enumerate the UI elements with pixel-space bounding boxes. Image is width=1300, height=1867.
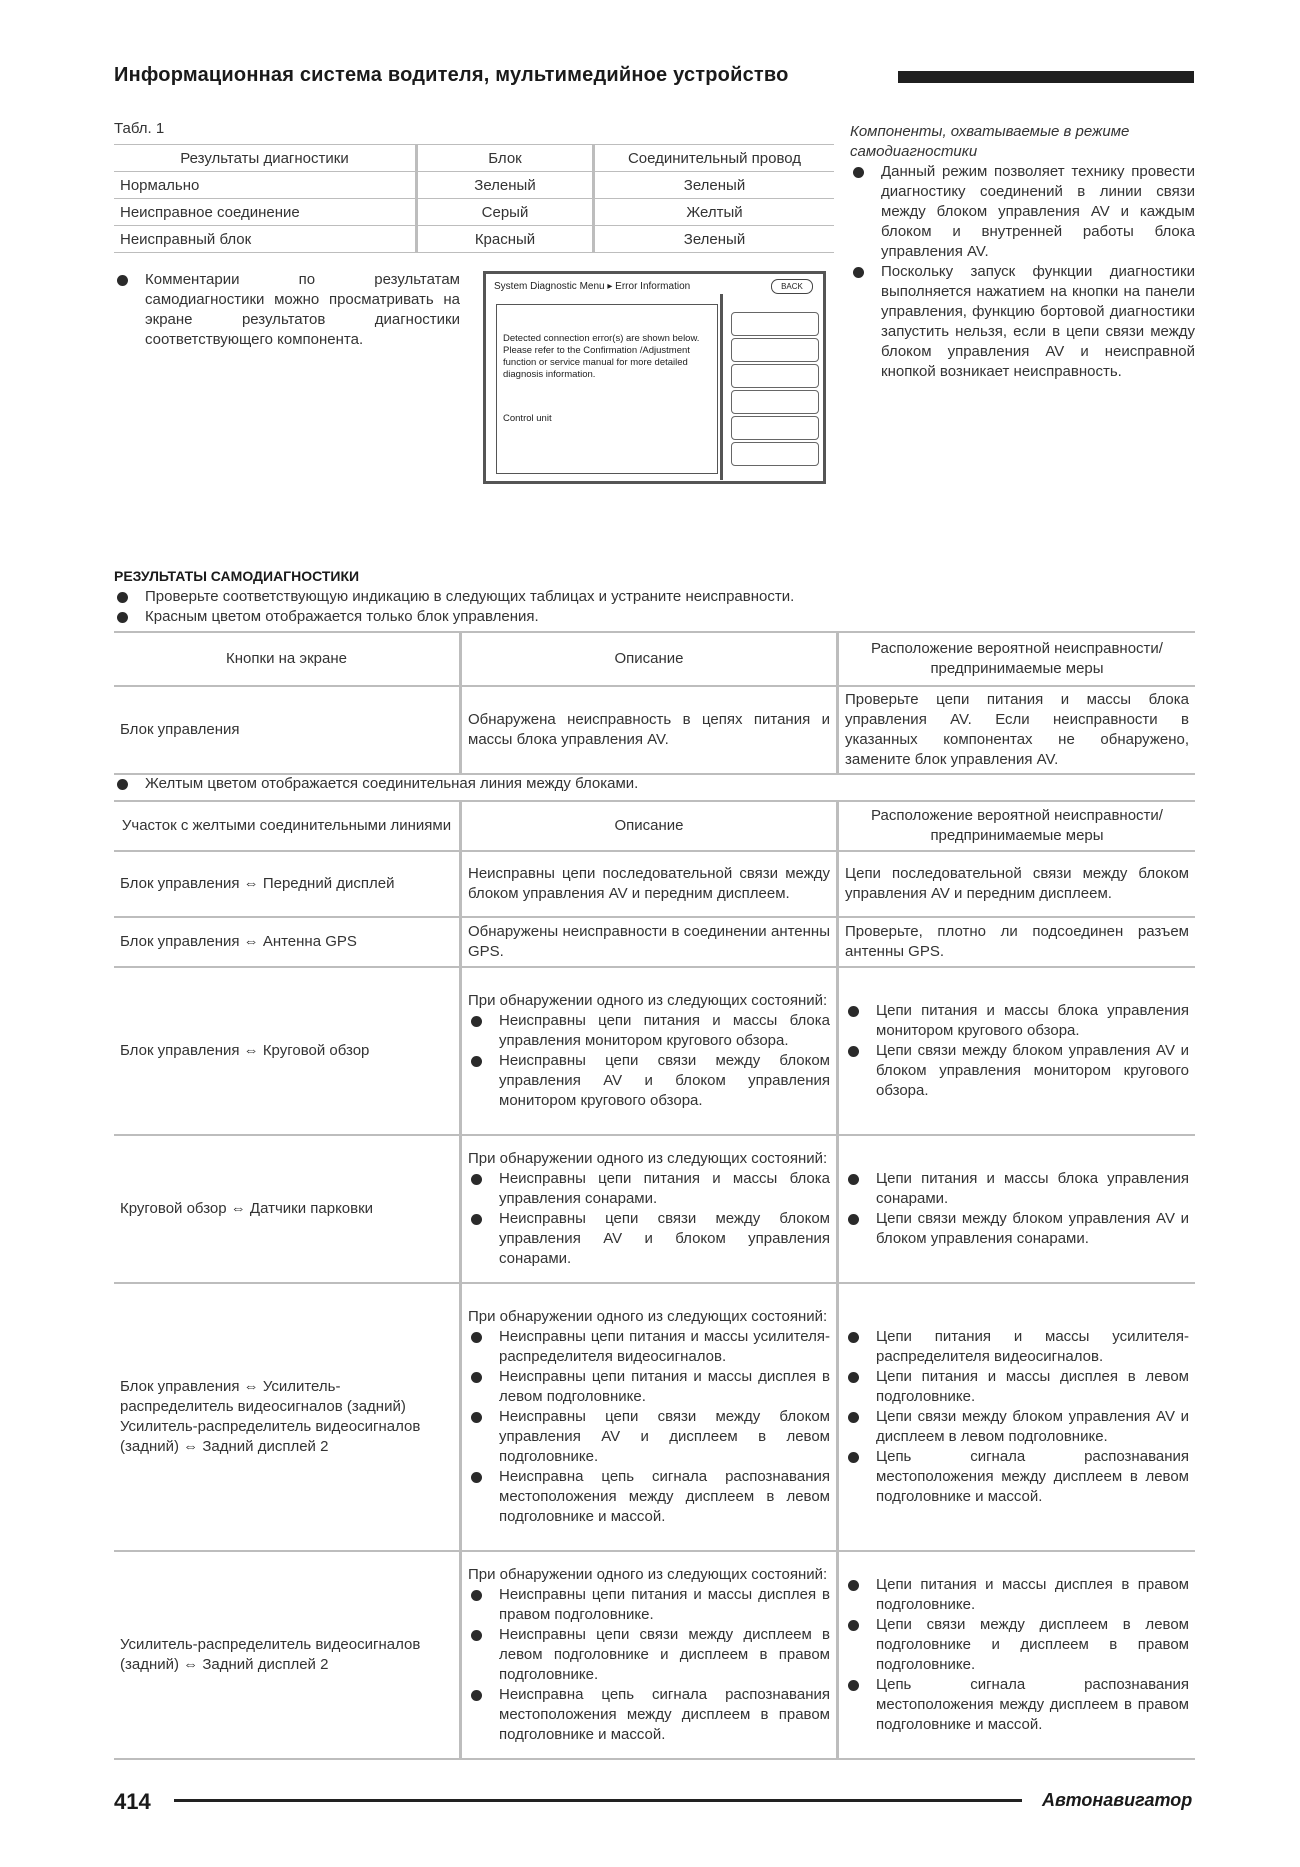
table-row [114, 801, 1195, 851]
table-cell [838, 1135, 1196, 1283]
screen-slot [731, 416, 819, 440]
table-cell: Блок управления ⇔ Передний дисплей [114, 851, 461, 917]
list-item: Неисправны цепи питания и массы усилителя-распределителя видеосигналов. [468, 1327, 830, 1367]
list-item: Неисправны цепи связи между дисплеем в левом подголовнике и дисплеем в правом подголовнике. [468, 1625, 830, 1685]
table-cell: Красный [417, 226, 594, 253]
table-header: Результаты диагностики [114, 145, 417, 172]
table-header: Расположение вероятной неисправности/предпринимаемые меры [838, 632, 1196, 686]
table-cell [838, 967, 1196, 1135]
screen-side-panel [720, 294, 823, 480]
yellow-note-list [114, 774, 1194, 794]
table-cell: Блок управления ⇔ Антенна GPS [114, 917, 461, 967]
back-button: BACK [771, 279, 813, 294]
table-cell: Проверьте, плотно ли подсоединен разъем антенны GPS. [838, 917, 1196, 967]
cell-intro: При обнаружении одного из следующих состояний: [468, 1150, 828, 1167]
list-item: Цепи питания и массы усилителя-распределителя видеосигналов. [845, 1327, 1189, 1367]
cell-list [845, 1001, 1189, 1101]
table-cell [838, 1551, 1196, 1759]
list-item: Комментарии по результатам самодиагностики можно просматривать на экране результатов диагностики соответствующего компонента. [114, 270, 460, 350]
list-item: Неисправны цепи связи между блоком управления AV и блоком управления сонарами. [468, 1209, 830, 1269]
screen-slot [731, 364, 819, 388]
table-cell [461, 967, 838, 1135]
list-item: Желтым цветом отображается соединительная линия между блоками. [114, 774, 1194, 794]
screen-slot [731, 338, 819, 362]
list-item: Цепи связи между дисплеем в левом подголовнике и дисплеем в правом подголовнике. [845, 1615, 1189, 1675]
table-row [114, 632, 1195, 686]
components-column [850, 122, 1195, 382]
table-row [114, 967, 1195, 1135]
table-header: Блок [417, 145, 594, 172]
cell-list [845, 1327, 1189, 1507]
table-cell: Обнаружена неисправность в цепях питания и массы блока управления AV. [461, 686, 838, 774]
list-item: Цепи питания и массы дисплея в левом подголовнике. [845, 1367, 1189, 1407]
table-cell [838, 1283, 1196, 1551]
components-heading: Компоненты, охватываемые в режиме самодиагностики [850, 123, 1130, 160]
list-item: Красным цветом отображается только блок управления. [114, 607, 1194, 627]
yellow-lines-table [114, 800, 1195, 1760]
table-row [114, 851, 1195, 917]
cell-intro: При обнаружении одного из следующих состояний: [468, 1566, 828, 1583]
table-cell: Зеленый [594, 172, 835, 199]
table-cell: Блок управления ⇔ Усилитель-распределитель видеосигналов (задний) Усилитель-распределитель видеосигналов (задний) ⇔ Задний дисплей 2 [114, 1283, 461, 1551]
list-item: Неисправны цепи питания и массы дисплея в левом подголовнике. [468, 1367, 830, 1407]
table-cell: Усилитель-распределитель видеосигналов (задний) ⇔ Задний дисплей 2 [114, 1551, 461, 1759]
table-cell: Зеленый [417, 172, 594, 199]
page-header [114, 64, 1194, 88]
table-cell [461, 1551, 838, 1759]
table-row [114, 1551, 1195, 1759]
table-cell: Нормально [114, 172, 417, 199]
table-row [114, 686, 1195, 774]
list-item: Неисправны цепи питания и массы блока управления сонарами. [468, 1169, 830, 1209]
screen-control-unit: Control unit [503, 413, 552, 424]
screen-slot [731, 442, 819, 466]
screen-slot [731, 312, 819, 336]
cell-intro: При обнаружении одного из следующих состояний: [468, 992, 828, 1009]
section-title: РЕЗУЛЬТАТЫ САМОДИАГНОСТИКИ [114, 568, 360, 584]
section-bullets [114, 587, 1194, 627]
table-row [114, 1135, 1195, 1283]
table-header: Участок с желтыми соединительными линиями [114, 801, 461, 851]
table-cell: Круговой обзор ⇔ Датчики парковки [114, 1135, 461, 1283]
table-row [114, 199, 834, 226]
list-item: Неисправны цепи питания и массы блока управления монитором кругового обзора. [468, 1011, 830, 1051]
list-item: Цепи связи между блоком управления AV и блоком управления сонарами. [845, 1209, 1189, 1249]
table-cell: Серый [417, 199, 594, 226]
table-header: Соединительный провод [594, 145, 835, 172]
components-list [850, 162, 1195, 382]
table-cell: Зеленый [594, 226, 835, 253]
table-cell: Блок управления ⇔ Круговой обзор [114, 967, 461, 1135]
screen-title: System Diagnostic Menu ▸ Error Information [494, 281, 691, 292]
list-item: Цепи связи между блоком управления AV и блоком управления монитором кругового обзора. [845, 1041, 1189, 1101]
list-item: Данный режим позволяет технику провести диагностику соединений в линии связи между блоком управления AV и каждым блоком и внутренней работы блока управления AV. [850, 162, 1195, 262]
header-rule [898, 71, 1194, 83]
list-item: Цепи связи между блоком управления AV и дисплеем в левом подголовнике. [845, 1407, 1189, 1447]
screen-slot [731, 390, 819, 414]
table-row [114, 917, 1195, 967]
screen-message-panel [496, 304, 718, 474]
red-indicator-table [114, 631, 1195, 775]
list-item: Цепи питания и массы блока управления монитором кругового обзора. [845, 1001, 1189, 1041]
table-header: Описание [461, 632, 838, 686]
list-item: Неисправна цепь сигнала распознавания местоположения между дисплеем в правом подголовнике и массой. [468, 1685, 830, 1745]
table-row [114, 1283, 1195, 1551]
cell-list [468, 1169, 830, 1269]
list-item: Цепь сигнала распознавания местоположения между дисплеем в левом подголовнике и массой. [845, 1447, 1189, 1507]
list-item: Цепи питания и массы дисплея в правом подголовнике. [845, 1575, 1189, 1615]
cell-list [845, 1575, 1189, 1735]
list-item: Цепь сигнала распознавания местоположения между дисплеем в правом подголовнике и массой. [845, 1675, 1189, 1735]
list-item: Неисправны цепи питания и массы дисплея в правом подголовнике. [468, 1585, 830, 1625]
table-cell [461, 1283, 838, 1551]
table-cell: Блок управления [114, 686, 461, 774]
cell-intro: При обнаружении одного из следующих состояний: [468, 1308, 828, 1325]
list-item: Неисправны цепи связи между блоком управления AV и блоком управления монитором кругового обзора. [468, 1051, 830, 1111]
list-item: Неисправны цепи связи между блоком управления AV и дисплеем в левом подголовнике. [468, 1407, 830, 1467]
table-header: Кнопки на экране [114, 632, 461, 686]
table-cell: Неисправны цепи последовательной связи между блоком управления AV и передним дисплеем. [461, 851, 838, 917]
table1-label: Табл. 1 [114, 120, 165, 137]
screen-message: Detected connection error(s) are shown below. Please refer to the Confirmation /Adjustment function or service manual for more detailed diagnosis information. [503, 333, 700, 380]
table-row [114, 172, 834, 199]
comment-list [114, 270, 460, 350]
cell-list [468, 1327, 830, 1527]
table-cell: Обнаружены неисправности в соединении антенны GPS. [461, 917, 838, 967]
diagnostic-results-table [114, 144, 834, 253]
list-item: Поскольку запуск функции диагностики выполняется нажатием на кнопки на панели управления, функцию бортовой диагностики запустить нельзя, если в цепи связи между блоком управления AV и неисправной кнопкой возникает неисправность. [850, 262, 1195, 382]
table-cell: Неисправный блок [114, 226, 417, 253]
table-header: Описание [461, 801, 838, 851]
table-cell: Желтый [594, 199, 835, 226]
table-header: Расположение вероятной неисправности/предпринимаемые меры [838, 801, 1196, 851]
footer-rule [174, 1799, 1022, 1802]
footer-brand: Автонавигатор [1042, 1790, 1193, 1810]
header-title: Информационная система водителя, мультимедийное устройство [114, 64, 789, 86]
diagnostic-screen-illustration [483, 271, 826, 484]
list-item: Проверьте соответствующую индикацию в следующих таблицах и устраните неисправности. [114, 587, 1194, 607]
list-item: Цепи питания и массы блока управления сонарами. [845, 1169, 1189, 1209]
cell-list [468, 1011, 830, 1111]
page-number: 414 [114, 1789, 151, 1814]
cell-list [845, 1169, 1189, 1249]
cell-list [468, 1585, 830, 1745]
table-row [114, 145, 834, 172]
table-cell [461, 1135, 838, 1283]
list-item: Неисправна цепь сигнала распознавания местоположения между дисплеем в левом подголовнике и массой. [468, 1467, 830, 1527]
table-row [114, 226, 834, 253]
table-cell: Проверьте цепи питания и массы блока управления AV. Если неисправности в указанных компонентах не обнаружено, замените блок управления AV. [838, 686, 1196, 774]
table-cell: Цепи последовательной связи между блоком управления AV и передним дисплеем. [838, 851, 1196, 917]
table-cell: Неисправное соединение [114, 199, 417, 226]
